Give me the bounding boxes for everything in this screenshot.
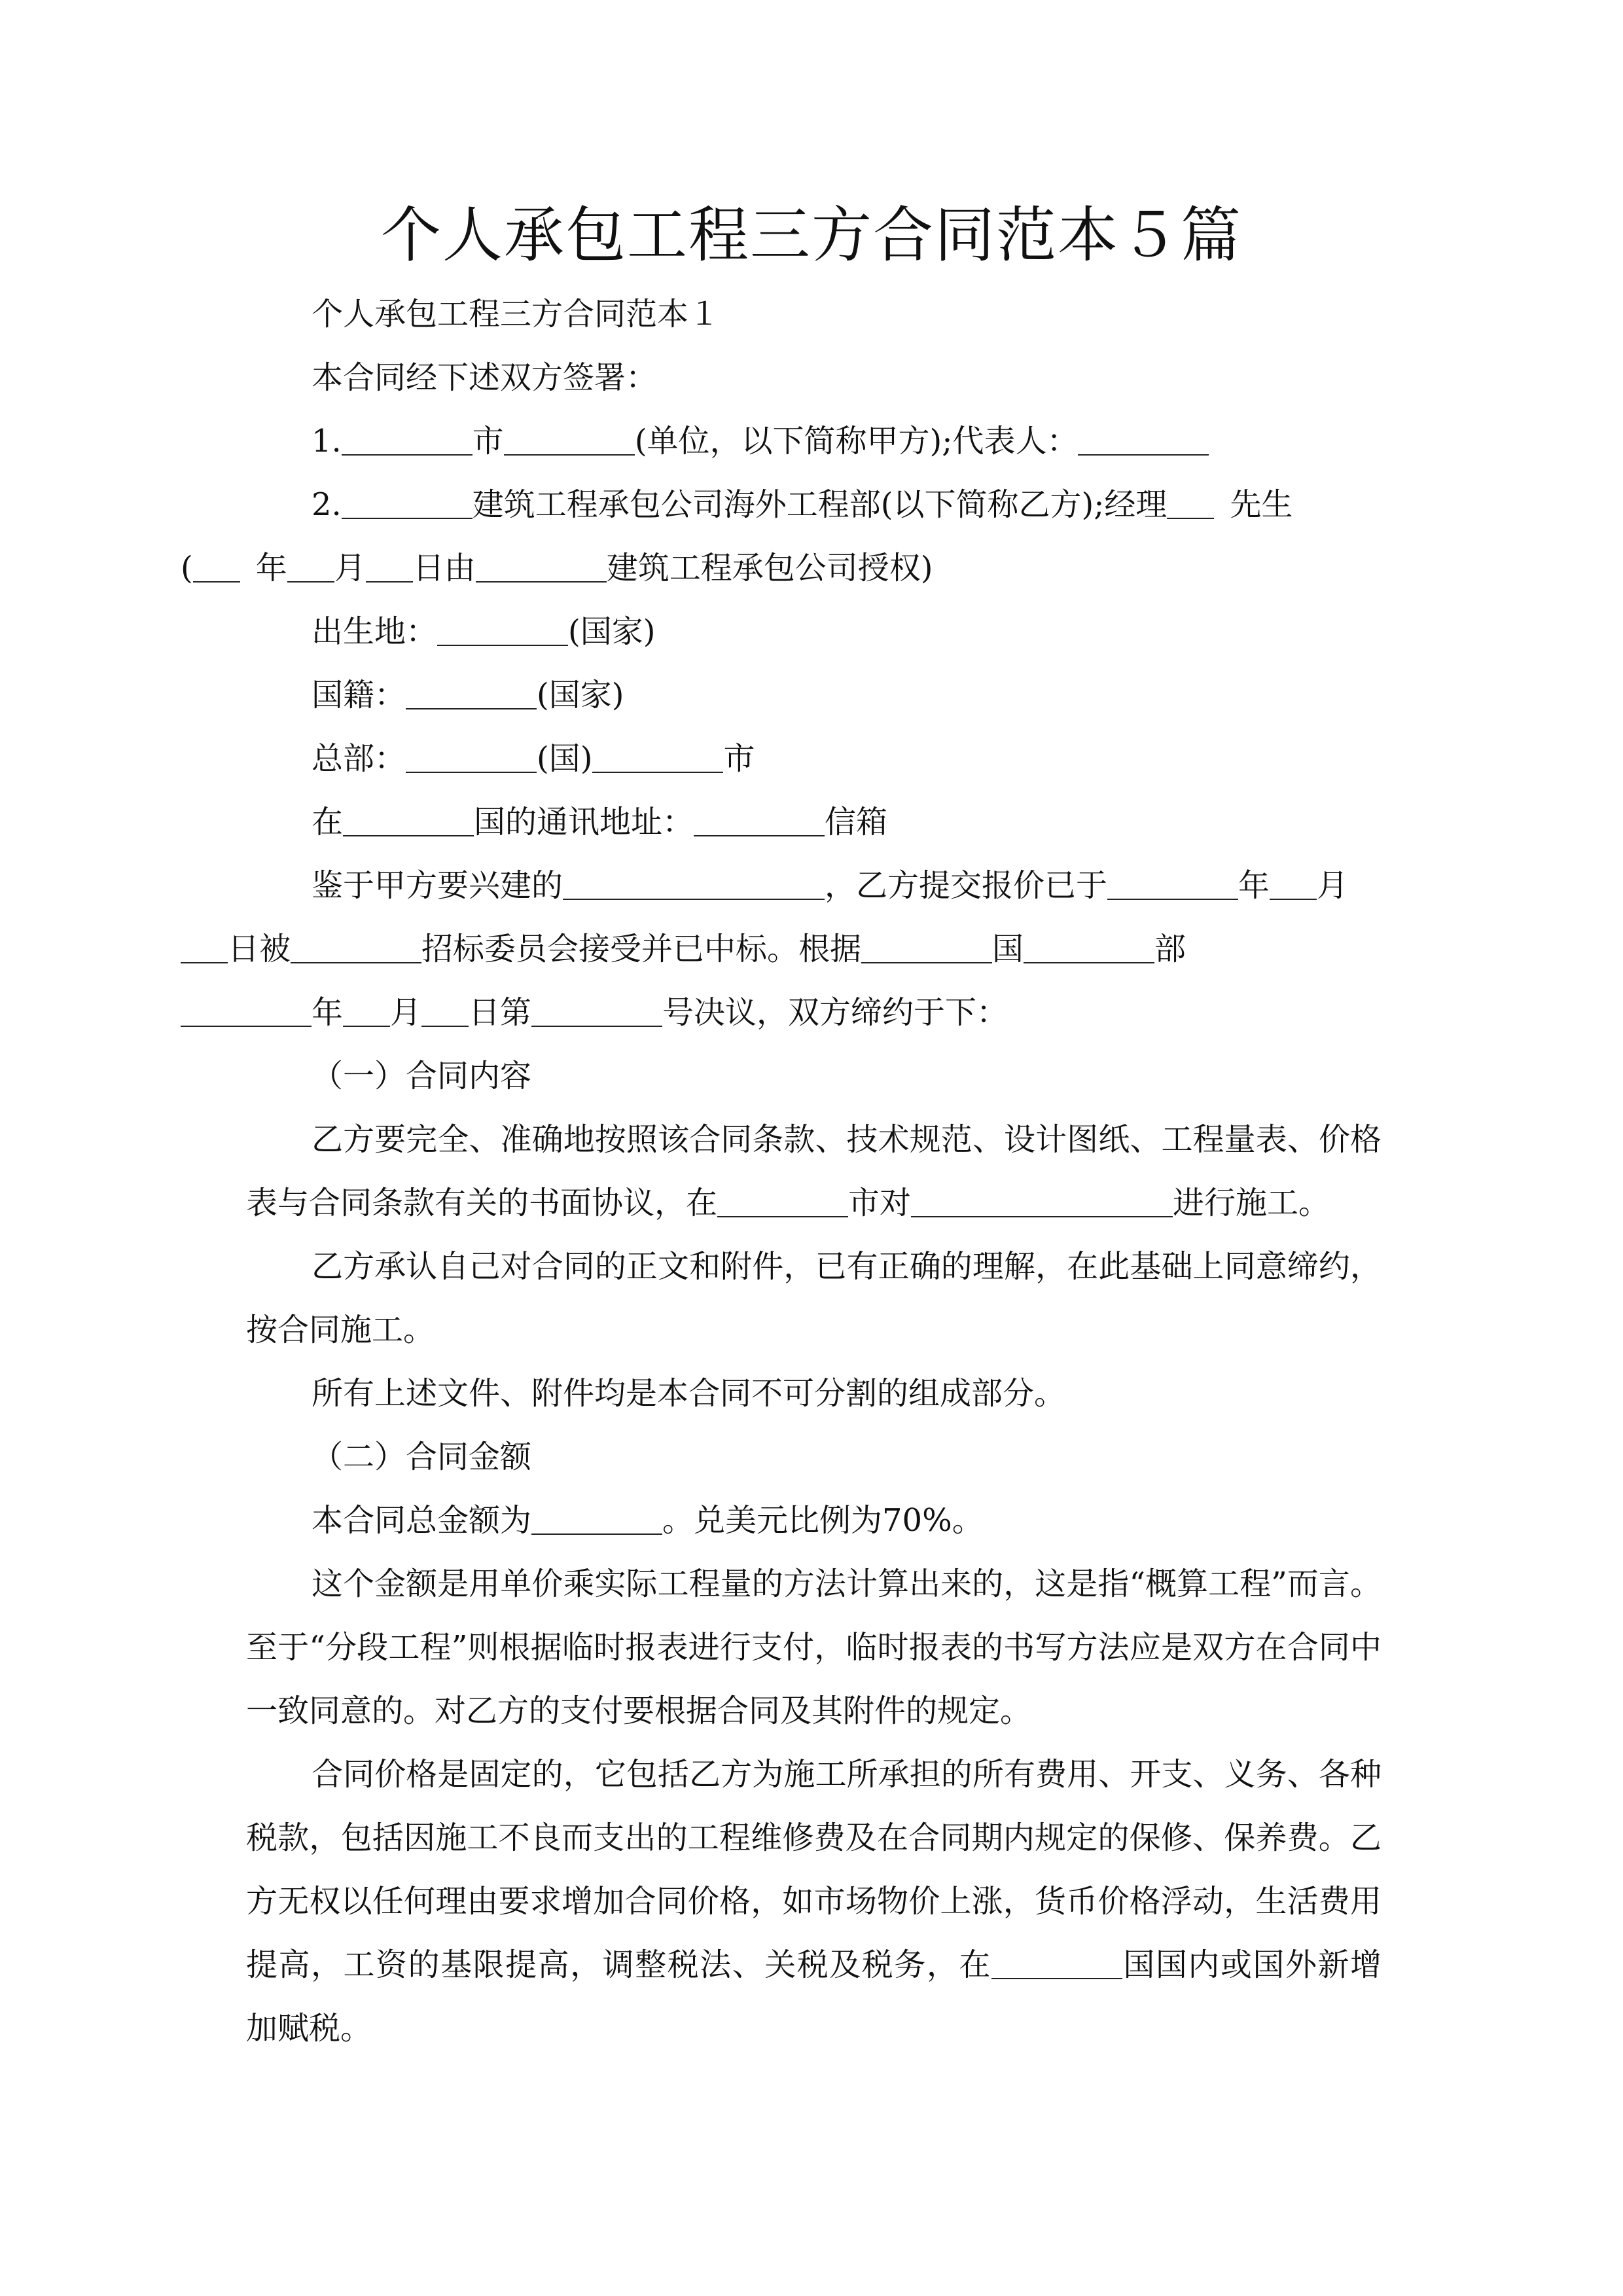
birthplace-label: 出生地： <box>312 613 438 650</box>
blank-field <box>181 994 312 1027</box>
whereas-text: 年 <box>1238 867 1270 904</box>
party2-day-by: 日由 <box>412 550 476 586</box>
party2-open-paren: ( <box>181 550 193 586</box>
party1-prefix: 1. <box>312 423 342 459</box>
s2-paragraph-3 <box>246 1743 1382 2060</box>
nationality-label: 国籍： <box>312 677 406 713</box>
blank-field <box>592 740 723 773</box>
address-line <box>246 791 1382 854</box>
blank-field <box>291 931 421 963</box>
blank-field <box>991 1946 1122 1979</box>
blank-field <box>1167 486 1214 519</box>
s1-paragraph-3: 所有上述文件、附件均是本合同不可分割的组成部分。 <box>312 1375 1066 1412</box>
party1-line <box>246 410 1382 473</box>
section2-heading: （二）合同金额 <box>312 1439 532 1475</box>
whereas-text: 日第 <box>469 994 532 1031</box>
blank-field <box>1078 423 1209 456</box>
intro-line: 本合同经下述双方签署： <box>312 359 658 396</box>
blank-field <box>343 804 474 836</box>
paragraph-text: 市对 <box>848 1185 912 1221</box>
whereas-text: ，乙方提交报价已于 <box>825 867 1108 904</box>
whereas-text: 号决议，双方缔约于下： <box>662 994 1008 1031</box>
blank-field <box>342 486 473 519</box>
whereas-text: 鉴于甲方要兴建的 <box>312 867 563 904</box>
hq-suffix: 市 <box>723 740 755 777</box>
s1-paragraph-1 <box>246 1108 1382 1235</box>
blank-field <box>531 1502 662 1535</box>
paragraph-text: 。兑美元比例为70%。 <box>662 1502 984 1539</box>
paragraph-text: 国国内或国外新增加赋税。 <box>246 1946 1382 2047</box>
subtitle: 个人承包工程三方合同范本１ <box>312 296 721 332</box>
blank-field <box>421 994 469 1027</box>
blank-field <box>504 423 635 456</box>
blank-field <box>563 867 825 900</box>
paragraph-text: 合同价格是固定的，它包括乙方为施工所承担的所有费用、开支、义务、各种税款，包括因施工不良而支出的工程维修费及在合同期内规定的保修、保养费。乙方无权以任何理由要求增加合同价格，如市场物价上涨，货币价格浮动，生活费用提高，工资的基限提高，调整税法、关税及税务，在 <box>246 1756 1382 1983</box>
hq-mid: (国) <box>537 740 593 777</box>
birthplace-line <box>246 600 1382 664</box>
whereas-text: 部 <box>1154 931 1186 967</box>
party2-line <box>181 473 1382 600</box>
party2-month: 月 <box>334 550 366 586</box>
headquarters-line <box>246 727 1382 791</box>
s1-paragraph-2: 乙方承认自己对合同的正文和附件，已有正确的理解，在此基础上同意缔约，按合同施工。 <box>246 1248 1382 1348</box>
whereas-text: 月 <box>1317 867 1349 904</box>
blank-field <box>861 931 992 963</box>
whereas-text: 月 <box>390 994 422 1031</box>
birthplace-suffix: (国家) <box>568 613 656 650</box>
s2-paragraph-1 <box>246 1489 1382 1552</box>
blank-field <box>343 994 390 1027</box>
party2-auth: 建筑工程承包公司授权) <box>606 550 933 586</box>
blank-field <box>717 1185 848 1217</box>
blank-field <box>406 740 537 773</box>
party1-unit: (单位，以下简称甲方);代表人： <box>634 423 1079 459</box>
blank-field <box>1024 931 1154 963</box>
blank-field <box>1270 867 1317 900</box>
party2-year: 年 <box>255 550 287 586</box>
blank-field <box>531 994 662 1027</box>
paragraph-text: 本合同总金额为 <box>312 1502 532 1539</box>
party2-mr: 先生 <box>1230 486 1293 523</box>
hq-label: 总部： <box>312 740 406 777</box>
whereas-text: 日被 <box>228 931 291 967</box>
blank-field <box>911 1185 1173 1217</box>
whereas-paragraph <box>228 854 1382 1045</box>
party1-city: 市 <box>472 423 504 459</box>
blank-field <box>406 677 537 709</box>
blank-field <box>342 423 473 456</box>
whereas-text: 招标委员会接受并已中标。根据 <box>421 931 862 967</box>
nationality-line <box>246 664 1382 727</box>
section1-heading: （一）合同内容 <box>312 1058 532 1094</box>
nationality-suffix: (国家) <box>537 677 624 713</box>
blank-field <box>1107 867 1238 900</box>
paragraph-text: 乙方要完全、准确地按照该合同条款、技术规范、设计图纸、工程量表、价格表与合同条款有关的书面协议，在 <box>246 1121 1382 1221</box>
whereas-text: 国 <box>992 931 1024 967</box>
party2-desc: 建筑工程承包公司海外工程部(以下简称乙方);经理 <box>472 486 1168 523</box>
blank-field <box>437 613 568 646</box>
s2-paragraph-2: 这个金额是用单价乘实际工程量的方法计算出来的，这是指“概算工程”而言。至于“分段工程”则根据临时报表进行支付，临时报表的书写方法应是双方在合同中一致同意的。对乙方的支付要根据合同及其附件的规定。 <box>246 1566 1382 1729</box>
blank-field <box>694 804 825 836</box>
whereas-text: 年 <box>312 994 344 1031</box>
blank-field <box>181 931 228 963</box>
paragraph-text: 进行施工。 <box>1173 1185 1330 1221</box>
document-title: 个人承包工程三方合同范本５篇 <box>380 200 1242 270</box>
blank-field <box>476 550 607 583</box>
blank-field <box>193 550 240 583</box>
blank-field <box>366 550 413 583</box>
party2-prefix: 2. <box>312 486 342 523</box>
address-suffix: 信箱 <box>825 804 888 840</box>
document-body <box>181 283 1382 2060</box>
address-prefix: 在 <box>312 804 344 840</box>
address-mid: 国的通讯地址： <box>474 804 694 840</box>
blank-field <box>287 550 334 583</box>
